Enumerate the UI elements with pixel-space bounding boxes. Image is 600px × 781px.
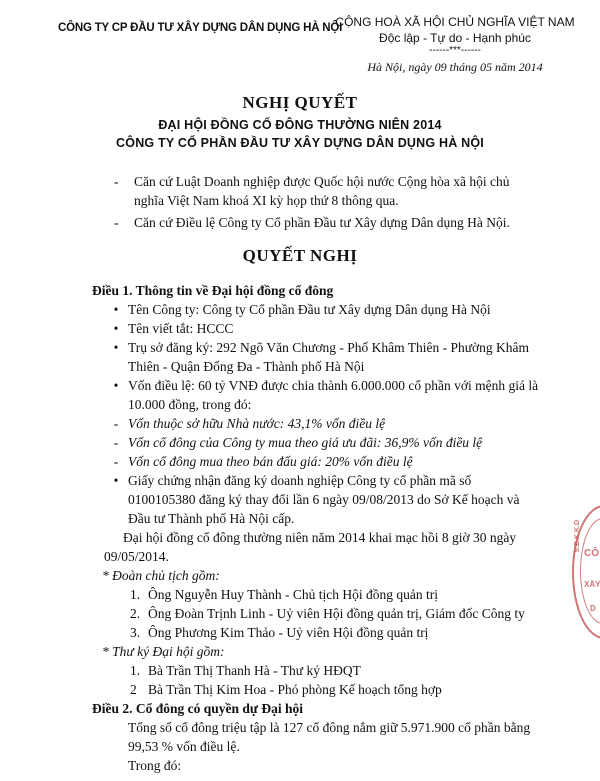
list-item: • Vốn điều lệ: 60 tỷ VNĐ được chia thành 6.000.000 cổ phần với mệnh giá là 10.000 đồng, trong đó:	[92, 376, 542, 414]
stamp-text-3: XÂY	[584, 580, 600, 589]
basis-item: - Căn cứ Luật Doanh nghiệp được Quốc hội nước Cộng hòa xã hội chủ nghĩa Việt Nam khoá XI kỳ họp thứ 8 thông qua.	[120, 172, 540, 210]
list-item: • Giấy chứng nhận đăng ký doanh nghiệp Công ty cổ phần mã số 0100105380 đăng ký thay đổi lần 6 ngày 09/08/2013 do Sở Kế hoạch và Đầu tư Thành phố Hà Nội cấp.	[92, 471, 542, 528]
article-2-title: Điều 2. Cổ đông có quyền dự Đại hội	[92, 701, 304, 716]
article-2-text: Tổng số cổ đông triệu tập là 127 cổ đông nắm giữ 5.971.900 cổ phần bằng 99,53 % vốn điều lệ.	[128, 720, 531, 754]
dash-icon: -	[113, 435, 119, 450]
article-1-title: Điều 1. Thông tin về Đại hội đồng cổ đông	[92, 283, 334, 298]
list-item: • Tên viết tắt: HCCC	[92, 319, 542, 338]
dash-icon: -	[113, 454, 119, 469]
list-item: - Vốn thuộc sở hữu Nhà nước: 43,1% vốn điều lệ	[92, 414, 542, 433]
bullet-icon: •	[113, 302, 119, 317]
presidium-heading: * Đoàn chủ tịch gồm:	[102, 568, 220, 583]
dash-icon: -	[113, 416, 119, 431]
bullet-icon: •	[113, 378, 119, 393]
list-item: 2. Ông Đoàn Trịnh Linh - Uỷ viên Hội đồng quản trị, Giám đốc Công ty	[130, 606, 525, 621]
stamp-text-1: S.Đ.K.K.D	[574, 520, 581, 553]
basis-item: - Căn cứ Điều lệ Công ty Cổ phần Đầu tư Xây dựng Dân dụng Hà Nội.	[120, 213, 540, 232]
list-item: - Vốn cổ đông mua theo bán đấu giá: 20% vốn điều lệ	[92, 452, 542, 471]
secretary-heading: * Thư ký Đại hội gồm:	[102, 644, 225, 659]
motto: Độc lập - Tự do - Hạnh phúc	[379, 31, 531, 45]
document-date: Hà Nội, ngày 09 tháng 05 năm 2014	[367, 60, 543, 74]
company-name: CÔNG TY CP ĐẦU TƯ XÂY DỰNG DÂN DỤNG HÀ NỘI	[58, 22, 343, 34]
list-item: 3. Ông Phương Kim Thảo - Uỷ viên Hội đồng quản trị	[130, 625, 429, 640]
national-header	[320, 14, 590, 75]
opening-paragraph: Đại hội đồng cổ đông thường niên năm 2014 khai mạc hồi 8 giờ 30 ngày 09/05/2014.	[104, 530, 517, 564]
company-info-list	[92, 300, 542, 528]
legal-basis	[120, 172, 540, 235]
bullet-icon: •	[113, 321, 119, 336]
list-item: 1. Ông Nguyễn Huy Thành - Chủ tịch Hội đồng quản trị	[130, 587, 438, 602]
motto-separator: ------***------	[429, 45, 481, 56]
presidium-list	[92, 585, 542, 642]
bullet-icon: •	[113, 340, 119, 355]
list-item: - Vốn cổ đông của Công ty mua theo giá ưu đãi: 36,9% vốn điều lệ	[92, 433, 542, 452]
in-which-label: Trong đó:	[128, 758, 182, 773]
list-item: 1. Bà Trần Thị Thanh Hà - Thư ký HĐQT	[130, 663, 361, 678]
document-subtitle-1: ĐẠI HỘI ĐỒNG CỔ ĐÔNG THƯỜNG NIÊN 2014	[158, 118, 442, 132]
secretary-list	[92, 661, 542, 699]
country-name: CỘNG HOÀ XÃ HỘI CHỦ NGHĨA VIỆT NAM	[335, 15, 575, 29]
bullet-icon: •	[113, 473, 119, 488]
stamp-text-2: CÔ	[584, 548, 599, 559]
document-title: NGHỊ QUYẾT	[242, 93, 358, 112]
list-item: • Tên Công ty: Công ty Cổ phần Đầu tư Xây dựng Dân dụng Hà Nội	[92, 300, 542, 319]
document-body	[92, 281, 542, 775]
resolution-heading: QUYẾT NGHỊ	[242, 246, 358, 265]
list-item: • Trụ sở đăng ký: 292 Ngõ Văn Chương - Phố Khâm Thiên - Phường Khâm Thiên - Quận Đống Đa - Thành phố Hà Nội	[92, 338, 542, 376]
list-item: 2 Bà Trần Thị Kim Hoa - Phó phòng Kế hoạch tổng hợp	[130, 682, 442, 697]
stamp-text-4: D	[590, 604, 596, 613]
document-subtitle-2: CÔNG TY CỔ PHẦN ĐẦU TƯ XÂY DỰNG DÂN DỤNG HÀ NỘI	[116, 136, 484, 150]
